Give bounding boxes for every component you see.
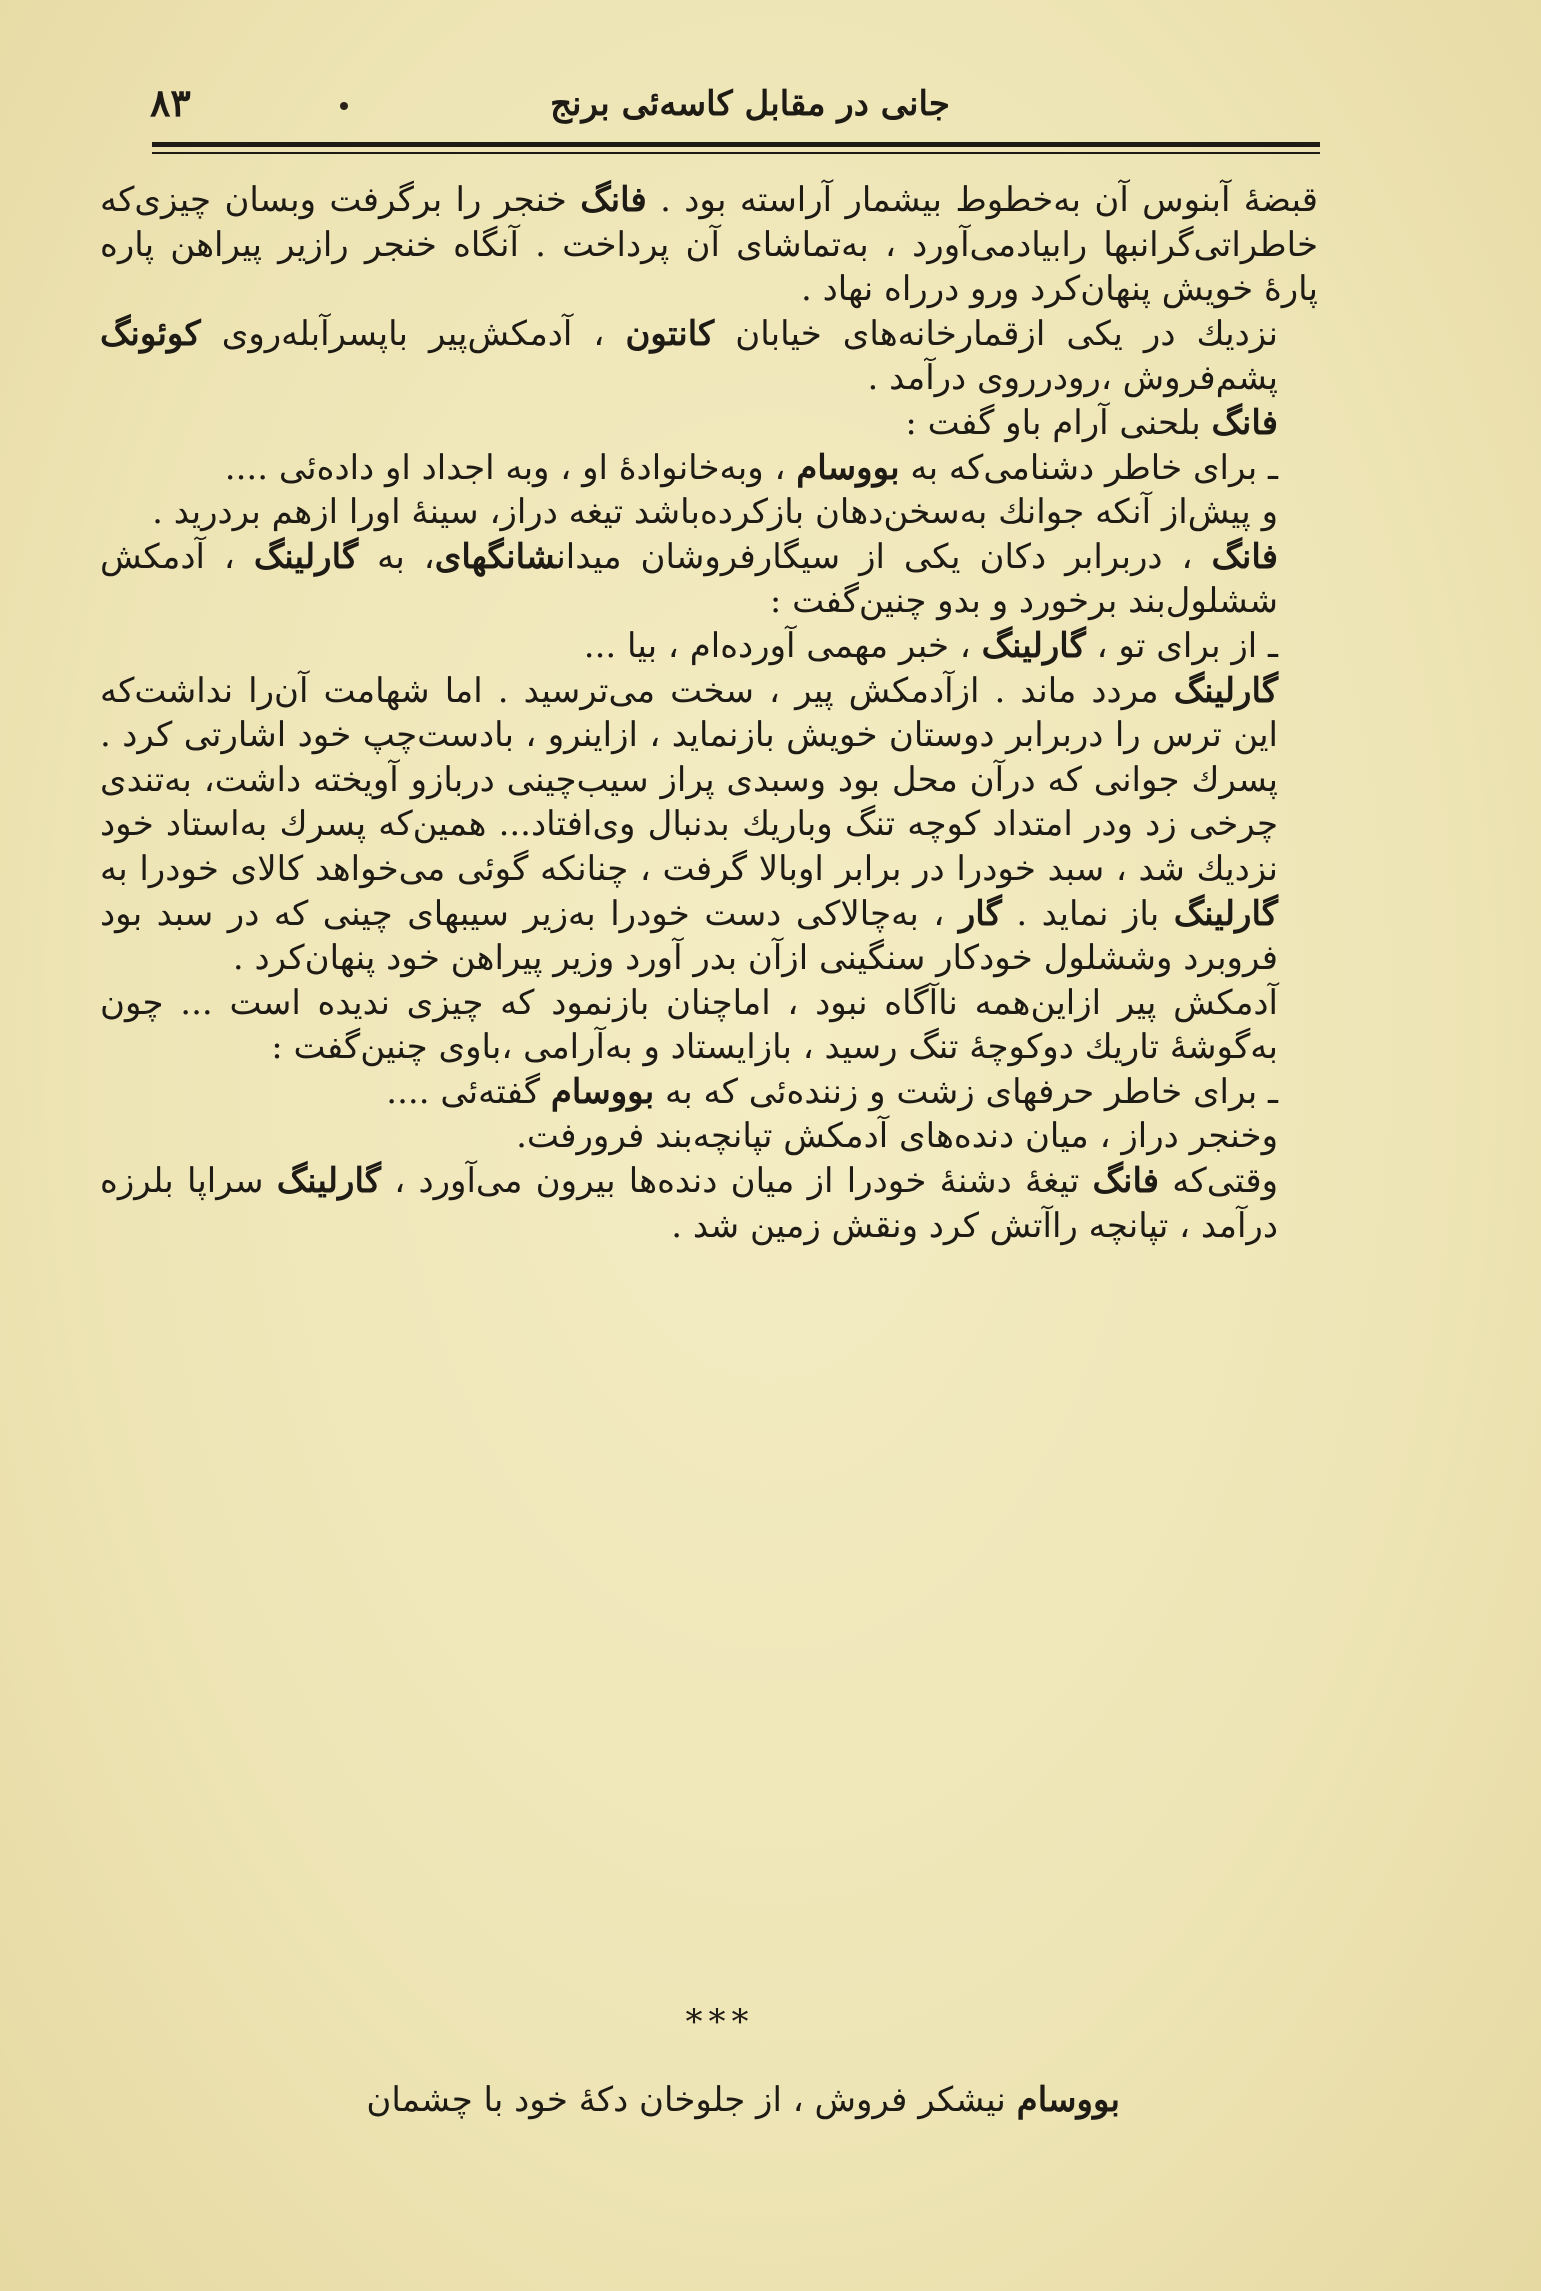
header-rule-thin <box>152 152 1320 154</box>
ornament-dot <box>340 102 348 110</box>
paragraph <box>100 669 1318 981</box>
bold-name: فانگ <box>1211 402 1278 443</box>
bold-name: کوئونگ <box>100 313 201 354</box>
text-run: نیشکر فروش ، از جلوخان دکهٔ خود با چشمان <box>366 2080 1017 2120</box>
text-run: ـ برای خاطر دشنامی‌که به <box>899 447 1278 488</box>
text-run: گفته‌ئی .... <box>386 1071 551 1112</box>
bold-name: گار <box>958 893 1002 934</box>
text-run: نزدیك در یکی ازقمارخانه‌های خیابان <box>714 313 1279 354</box>
text-run: و پیش‌از آنکه جوانك به‌سخن‌دهان بازکرده‌باشد تیغه دراز، سینهٔ اورا ازهم بردرید . <box>152 492 1278 533</box>
last-line <box>100 2080 1120 2120</box>
bold-name: شانگهای <box>434 536 557 577</box>
text-run: ، به <box>358 536 435 577</box>
text-run: پشم‌فروش ،رودرروی درآمد . <box>867 358 1278 399</box>
paragraph <box>100 1159 1318 1248</box>
bold-name: بووسام <box>1016 2080 1120 2120</box>
text-run: ، به‌چالاکی دست خودرا به‌زیر سیبهای چینی که در سبد بود فروبرد وششلول خودکار سنگینی ازآن بدر آورد وزیر پیراهن خود پنهان‌کرد . <box>100 893 1278 979</box>
paragraph <box>100 1070 1318 1115</box>
bold-name: فانگ <box>1211 536 1278 577</box>
paragraph <box>100 1114 1318 1159</box>
paragraph <box>100 312 1318 401</box>
bold-name: گارلینگ <box>1173 893 1278 934</box>
text-run: آدمکش پیر ازاین‌همه ناآگاه نبود ، اماچنان بازنمود که چیزی ندیده است ... چون به‌گوشهٔ تاریك دوکوچهٔ تنگ رسید ، بازایستاد و به‌آرامی ،باوی چنین‌گفت : <box>100 982 1278 1068</box>
paragraph <box>100 981 1318 1070</box>
text-run: باز نماید . <box>1001 893 1174 934</box>
paragraph <box>100 401 1318 446</box>
bold-name: بووسام <box>796 447 900 488</box>
page-header <box>150 80 1320 150</box>
text-run: ، آدمکش ششلول‌بند برخورد و بدو چنین‌گفت : <box>100 536 1278 622</box>
running-title: جانی در مقابل کاسه‌ئی برنج <box>550 84 950 124</box>
paragraph <box>100 178 1318 312</box>
bold-name: فانگ <box>1092 1161 1160 1202</box>
bold-name: فانگ <box>580 180 647 220</box>
paragraph <box>100 624 1318 669</box>
text-run: مردد ماند . ازآدمکش پیر ، سخت می‌ترسید . اما شهامت آن‌را نداشت‌که این ترس را دربرابر دوستان خویش بازنماید ، ازاینرو ، بادست‌چپ خود اشارتی کرد . پسرك جوانی که درآن محل بود وسبدی پراز سیب‌چینی دربازو آویخته داشت، به‌تندی چرخی زد ودر امتداد کوچه تنگ وباریك بدنبال وی‌افتاد... همین‌که پسرك به‌استاد خود نزدیك شد ، سبد خودرا در برابر اوبالا گرفت ، چنانکه گوئی می‌خواهد کالای خودرا به <box>100 670 1278 889</box>
bold-name: بووسام <box>550 1071 655 1112</box>
body-text <box>100 178 1318 1248</box>
bold-name: کانتون <box>625 313 715 354</box>
text-run: خنجر را برگرفت وبسان چیزی‌که خاطراتی‌گرانبها رابیادمی‌آورد ، به‌تماشای آن پرداخت . آنگاه خنجر رازیر پیراهن پاره پارهٔ خویش پنهان‌کرد ورو درراه نهاد . <box>100 180 1318 310</box>
paragraph <box>100 490 1318 535</box>
text-run: تیغهٔ دشنهٔ خودرا از میان دنده‌ها بیرون می‌آورد ، <box>381 1161 1093 1202</box>
text-run: ، آدمکش‌پیر باپسرآبله‌روی <box>200 313 626 354</box>
text-run: وقتی‌که <box>1159 1161 1278 1202</box>
text-run: ، وبه‌خانوادهٔ او ، وبه اجداد او داده‌ئی .... <box>224 447 797 488</box>
page-number: ۸۳ <box>150 80 191 125</box>
bold-name: گارلینگ <box>981 625 1086 666</box>
text-run: قبضهٔ آبنوس آن به‌خطوط بیشمار آراسته بود . <box>646 180 1318 220</box>
text-run: وخنجر دراز ، میان دنده‌های آدمکش تپانچه‌بند فرورفت. <box>516 1116 1278 1157</box>
text-run: بلحنی آرام باو گفت : <box>905 402 1212 443</box>
text-run: ـ برای خاطر حرفهای زشت و زننده‌ئی که به <box>654 1071 1278 1112</box>
bold-name: گارلینگ <box>1173 670 1279 711</box>
header-rule-thick <box>152 142 1320 147</box>
paragraph <box>100 446 1318 491</box>
text-run: ، دربرابر دکان یکی از سیگارفروشان میدان <box>556 536 1212 577</box>
bold-name: گارلینگ <box>253 536 359 577</box>
text-run: سراپا بلرزه درآمد ، تپانچه راآتش کرد ونقش زمین شد . <box>100 1161 1278 1246</box>
text-run: ـ از برای تو ، <box>1085 625 1278 666</box>
bold-name: گارلینگ <box>276 1161 381 1202</box>
paragraph <box>100 535 1318 624</box>
text-run: ، خبر مهمی آورده‌ام ، بیا ... <box>583 625 982 666</box>
section-separator: *** <box>685 2002 755 2042</box>
